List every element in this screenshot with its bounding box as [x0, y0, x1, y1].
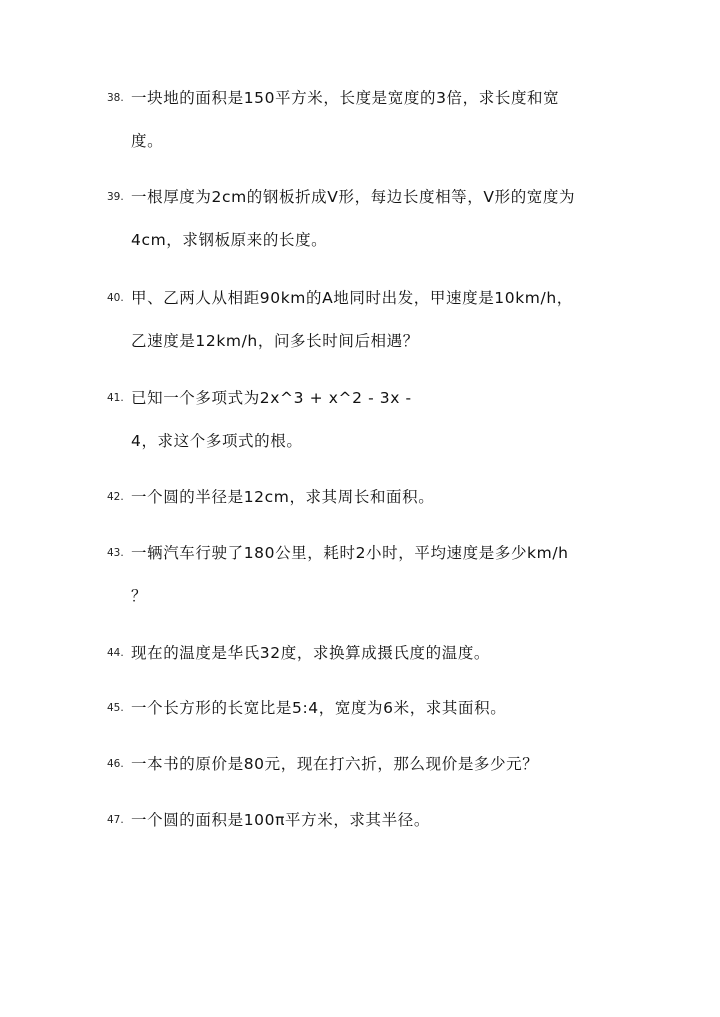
- problem-text-line-2: 4，求这个多项式的根。: [131, 432, 303, 450]
- problem-number: 42.: [107, 491, 124, 503]
- problem-text-line-1: 一块地的面积是150平方米，长度是宽度的3倍，求长度和宽: [131, 89, 560, 107]
- problem-text-line-1: 一辆汽车行驶了180公里，耗时2小时，平均速度是多少km/h: [131, 544, 569, 562]
- problem-number: 44.: [107, 647, 124, 659]
- problem-text-line-1: 一根厚度为2cm的钢板折成V形，每边长度相等，V形的宽度为: [131, 188, 576, 206]
- problem-text-line-2: 乙速度是12km/h，问多长时间后相遇？: [131, 332, 419, 350]
- problem-text-line-1: 甲、乙两人从相距90km的A地同时出发，甲速度是10km/h，: [131, 289, 573, 307]
- problem-text-line-1: 一个圆的半径是12cm，求其周长和面积。: [131, 488, 435, 506]
- problem-number: 40.: [107, 292, 124, 304]
- problem-number: 39.: [107, 191, 124, 203]
- problem-text-line-1: 一本书的原价是80元，现在打六折，那么现价是多少元？: [131, 755, 539, 773]
- problem-number: 45.: [107, 702, 124, 714]
- problem-number: 46.: [107, 758, 124, 770]
- problem-text-line-2: ？: [131, 587, 148, 605]
- problem-text-line-2: 4cm，求钢板原来的长度。: [131, 231, 328, 249]
- problem-text-line-1: 一个长方形的长宽比是5:4，宽度为6米，求其面积。: [131, 699, 507, 717]
- problem-text-line-1: 现在的温度是华氏32度，求换算成摄氏度的温度。: [131, 644, 491, 662]
- problem-number: 41.: [107, 392, 124, 404]
- problem-text-line-2: 度。: [131, 132, 164, 150]
- problem-number: 38.: [107, 92, 124, 104]
- problem-text-line-1: 一个圆的面积是100π平方米，求其半径。: [131, 811, 430, 829]
- problem-text-line-1: 已知一个多项式为2x^3 + x^2 - 3x -: [131, 389, 412, 407]
- problem-number: 47.: [107, 814, 124, 826]
- problem-number: 43.: [107, 547, 124, 559]
